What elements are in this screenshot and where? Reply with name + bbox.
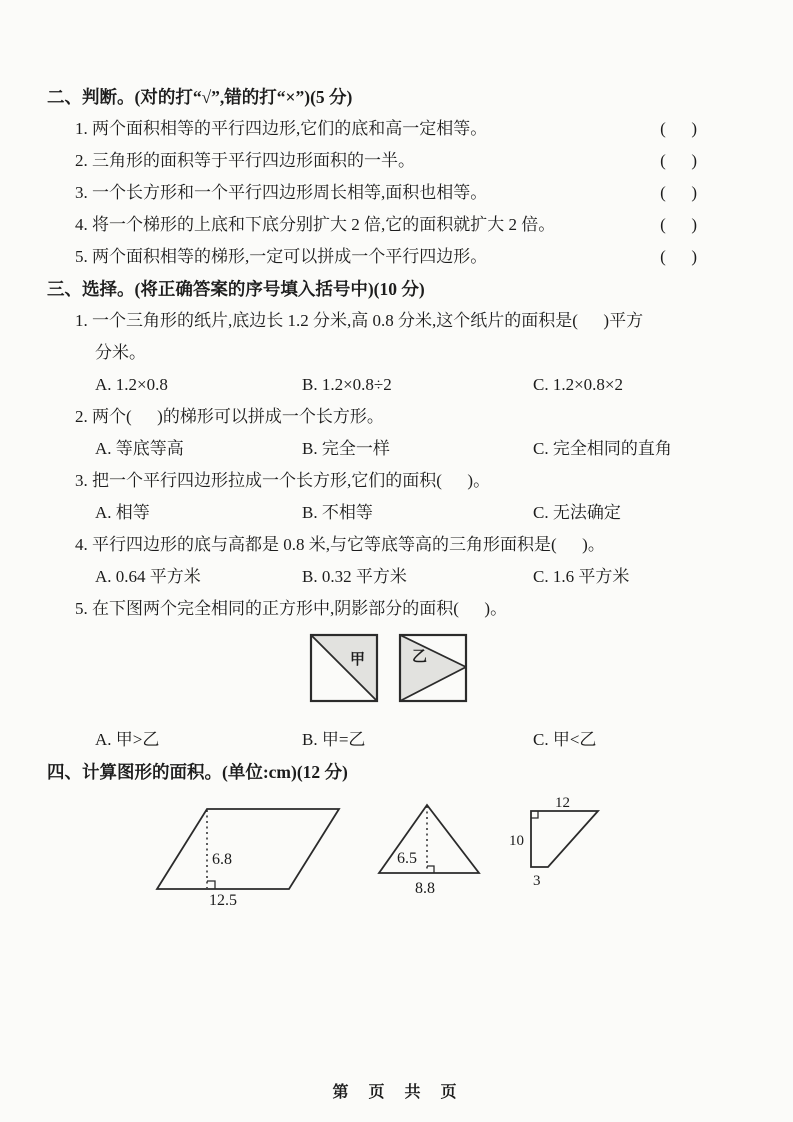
judgment-item-1 (47, 118, 705, 140)
section-area-calc (47, 761, 705, 909)
figure-label-yi: 乙 (412, 649, 428, 665)
page-footer: 第 页 共 页 (332, 1084, 461, 1101)
choice-q3-options (95, 502, 705, 524)
choice-q1-options (95, 374, 705, 396)
option-b[interactable]: B. 1.2×0.8÷2 (302, 375, 392, 394)
judgment-item-4 (47, 214, 705, 236)
judgment-item-text: 4. 将一个梯形的上底和下底分别扩大 2 倍,它的面积就扩大 2 倍。 (75, 215, 556, 234)
right-angle-mark (531, 811, 538, 818)
section-area-title: 四、计算图形的面积。(单位:cm)(12 分) (47, 762, 348, 782)
parallelogram-outline (157, 809, 339, 889)
option-a[interactable]: A. 1.2×0.8 (95, 375, 168, 394)
worksheet-content (47, 86, 705, 909)
judgment-item-text: 1. 两个面积相等的平行四边形,它们的底和高一定相等。 (75, 119, 488, 138)
option-c[interactable]: C. 1.2×0.8×2 (533, 375, 624, 394)
option-a[interactable]: A. 甲>乙 (95, 730, 160, 749)
choice-q2-text: 2. 两个( )的梯形可以拼成一个长方形。 (75, 407, 384, 426)
judgment-item-text: 5. 两个面积相等的梯形,一定可以拼成一个平行四边形。 (75, 247, 488, 266)
trapezoid-top-label: 12 (555, 795, 570, 811)
choice-q1-text-cont: 分米。 (95, 343, 146, 362)
choice-q5-options (95, 729, 705, 751)
section-choice (47, 278, 705, 751)
choice-q1-text: 1. 一个三角形的纸片,底边长 1.2 分米,高 0.8 分米,这个纸片的面积是( )平方 (75, 311, 644, 330)
option-b[interactable]: B. 甲=乙 (302, 730, 366, 749)
section-judgment-title: 二、判断。(对的打“√”,错的打“×”)(5 分) (47, 87, 353, 107)
judgment-item-3 (47, 182, 705, 204)
right-angle-mark (427, 866, 434, 873)
answer-bracket[interactable]: ( ) (660, 247, 697, 266)
choice-q2-options (95, 438, 705, 460)
trapezoid-figure (501, 793, 666, 895)
option-b[interactable]: B. 0.32 平方米 (302, 567, 407, 586)
section-choice-title: 三、选择。(将正确答案的序号填入括号中)(10 分) (47, 279, 425, 299)
option-b[interactable]: B. 不相等 (302, 503, 373, 522)
choice-q5-text: 5. 在下图两个完全相同的正方形中,阴影部分的面积( )。 (75, 599, 508, 618)
judgment-item-2 (47, 150, 705, 172)
option-c[interactable]: C. 无法确定 (533, 503, 621, 522)
parallelogram-figure (147, 801, 347, 909)
q5-figures (307, 630, 705, 727)
triangle-figure (373, 797, 485, 899)
square-jia-figure (307, 630, 381, 706)
area-figures (147, 793, 705, 909)
trapezoid-side-label: 10 (509, 833, 524, 849)
option-c[interactable]: C. 甲<乙 (533, 730, 597, 749)
shaded-triangle-yi (400, 635, 466, 701)
triangle-base-label: 8.8 (415, 880, 435, 897)
choice-q4-text: 4. 平行四边形的底与高都是 0.8 米,与它等底等高的三角形面积是( )。 (75, 535, 605, 554)
option-c[interactable]: C. 完全相同的直角 (533, 439, 672, 458)
triangle-outline (379, 805, 479, 873)
option-a[interactable]: A. 等底等高 (95, 439, 184, 458)
trapezoid-bottom-label: 3 (533, 873, 541, 889)
answer-bracket[interactable]: ( ) (660, 151, 697, 170)
triangle-height-label: 6.5 (397, 850, 417, 867)
right-angle-mark (207, 881, 215, 889)
answer-bracket[interactable]: ( ) (660, 119, 697, 138)
option-c[interactable]: C. 1.6 平方米 (533, 567, 630, 586)
option-a[interactable]: A. 0.64 平方米 (95, 567, 201, 586)
trapezoid-outline (531, 811, 598, 867)
answer-bracket[interactable]: ( ) (660, 215, 697, 234)
option-b[interactable]: B. 完全一样 (302, 439, 390, 458)
parallelogram-height-label: 6.8 (212, 851, 232, 868)
option-a[interactable]: A. 相等 (95, 503, 150, 522)
parallelogram-base-label: 12.5 (209, 892, 237, 909)
judgment-item-text: 3. 一个长方形和一个平行四边形周长相等,面积也相等。 (75, 183, 488, 202)
judgment-item-text: 2. 三角形的面积等于平行四边形面积的一半。 (75, 151, 415, 170)
choice-q4-options (95, 566, 705, 588)
figure-label-jia: 甲 (350, 652, 366, 668)
judgment-item-5 (47, 246, 705, 268)
section-judgment (47, 86, 705, 268)
answer-bracket[interactable]: ( ) (660, 183, 697, 202)
choice-q3-text: 3. 把一个平行四边形拉成一个长方形,它们的面积( )。 (75, 471, 491, 490)
square-yi-figure (396, 630, 470, 706)
